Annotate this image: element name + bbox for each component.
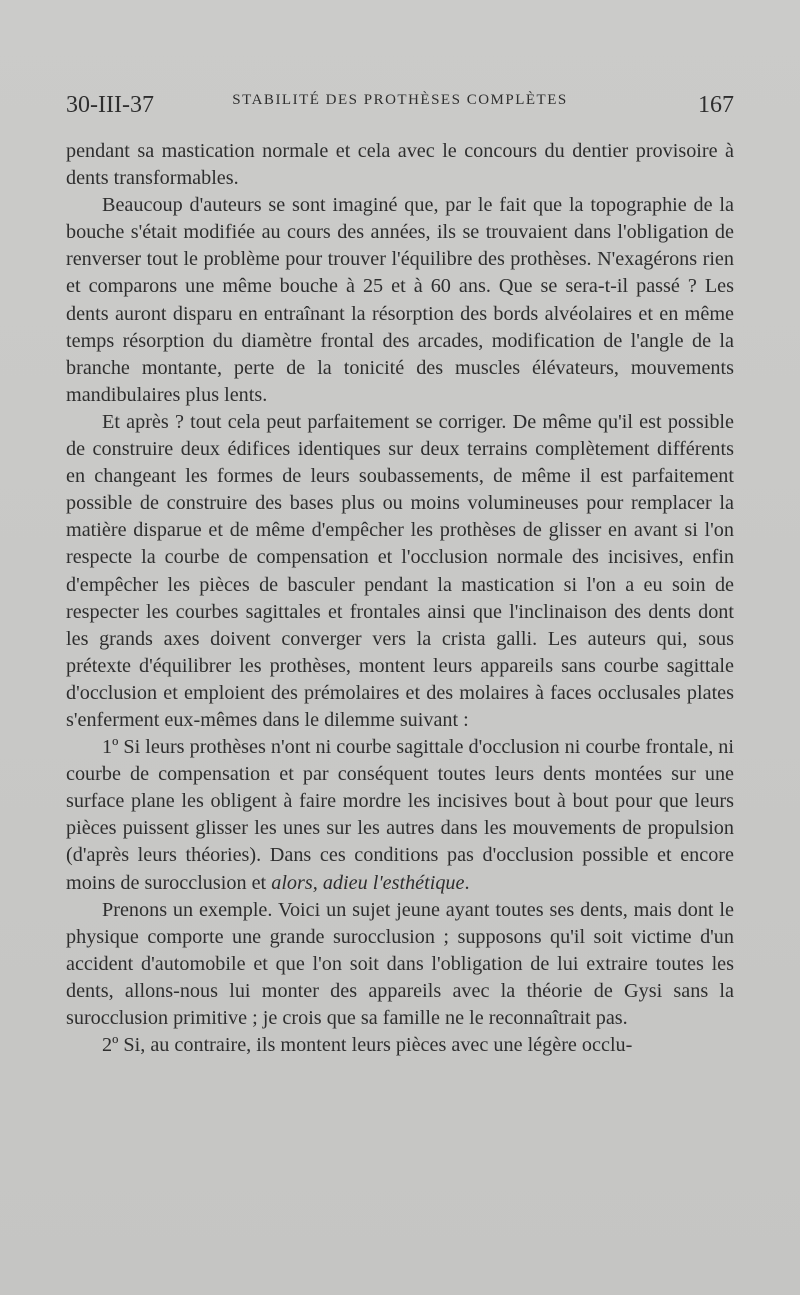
paragraph-5: Prenons un exemple. Voici un sujet jeune ayant toutes ses dents, mais dont le physique comporte une grande surocclusion ; supposons qu'il soit victime d'un accident d'automobile et que l'on soit dans l'obligation de lui extraire toutes les dents, allons-nous lui monter des appareils avec la théorie de Gysi sans la surocclusion primitive ; je crois que sa famille ne le reconnaîtrait pas.	[66, 898, 734, 1029]
paragraph-2: Beaucoup d'auteurs se sont imaginé que, par le fait que la topographie de la bouche s'était modifiée au cours des années, ils se trouvaient dans l'obligation de renverser tout le problème pour trouver l'équilibre des prothèses. N'exagérons rien et comparons une même bouche à 25 et à 60 ans. Que se sera-t-il passé ? Les dents auront disparu en entraînant la résorption des bords alvéolaires et en même temps résorption du diamètre frontal des arcades, modification de l'angle de la branche montante, perte de la tonicité des muscles élévateurs, mouvements mandibulaires plus lents.	[66, 194, 734, 406]
running-title: STABILITÉ DES PROTHÈSES COMPLÈTES	[232, 92, 568, 108]
page-number: 167	[698, 92, 734, 118]
paragraph-4-end: .	[464, 871, 470, 894]
paragraph-4	[66, 734, 734, 897]
paragraph-1: pendant sa mastication normale et cela avec le concours du dentier provisoire à dents transformables.	[66, 140, 734, 190]
paragraph-4-italic: alors, adieu l'esthétique	[271, 871, 465, 894]
body-text	[66, 138, 734, 1059]
paragraph-3: Et après ? tout cela peut parfaitement se corriger. De même qu'il est possible de construire deux édifices identiques sur deux terrains complètement différents en changeant les formes de leurs soubassements, de même il est parfaitement possible de construire des bases plus ou moins volumineuses pour remplacer la matière disparue et de même d'empêcher les prothèses de glisser en avant si l'on respecte la courbe de compensation et l'occlusion normale des incisives, enfin d'empêcher les pièces de basculer pendant la mastication si l'on a eu soin de respecter les courbes sagittales et frontales ainsi que l'inclinaison des dents dont les grands axes doivent converger vers la crista galli. Les auteurs qui, sous prétexte d'équilibrer les prothèses, montent leurs appareils sans courbe sagittale d'occlusion et emploient des prémolaires et des molaires à faces occlusales plates s'enferment eux-mêmes dans le dilemme suivant :	[66, 410, 734, 731]
paragraph-4-text: 1º Si leurs prothèses n'ont ni courbe sagittale d'occlusion ni courbe frontale, ni courbe de compensation et par conséquent toutes leurs dents montées sur une surface plane les obligent à faire mordre les incisives bout à bout pour que leurs pièces puissent glisser les unes sur les autres dans les mouvements de propulsion (d'après leurs théories). Dans ces conditions pas d'occlusion possible et encore moins de surocclusion et	[66, 736, 734, 894]
running-header	[66, 92, 734, 122]
paragraph-6: 2º Si, au contraire, ils montent leurs pièces avec une légère occlu-	[102, 1034, 633, 1057]
header-date: 30-III-37	[66, 92, 154, 118]
